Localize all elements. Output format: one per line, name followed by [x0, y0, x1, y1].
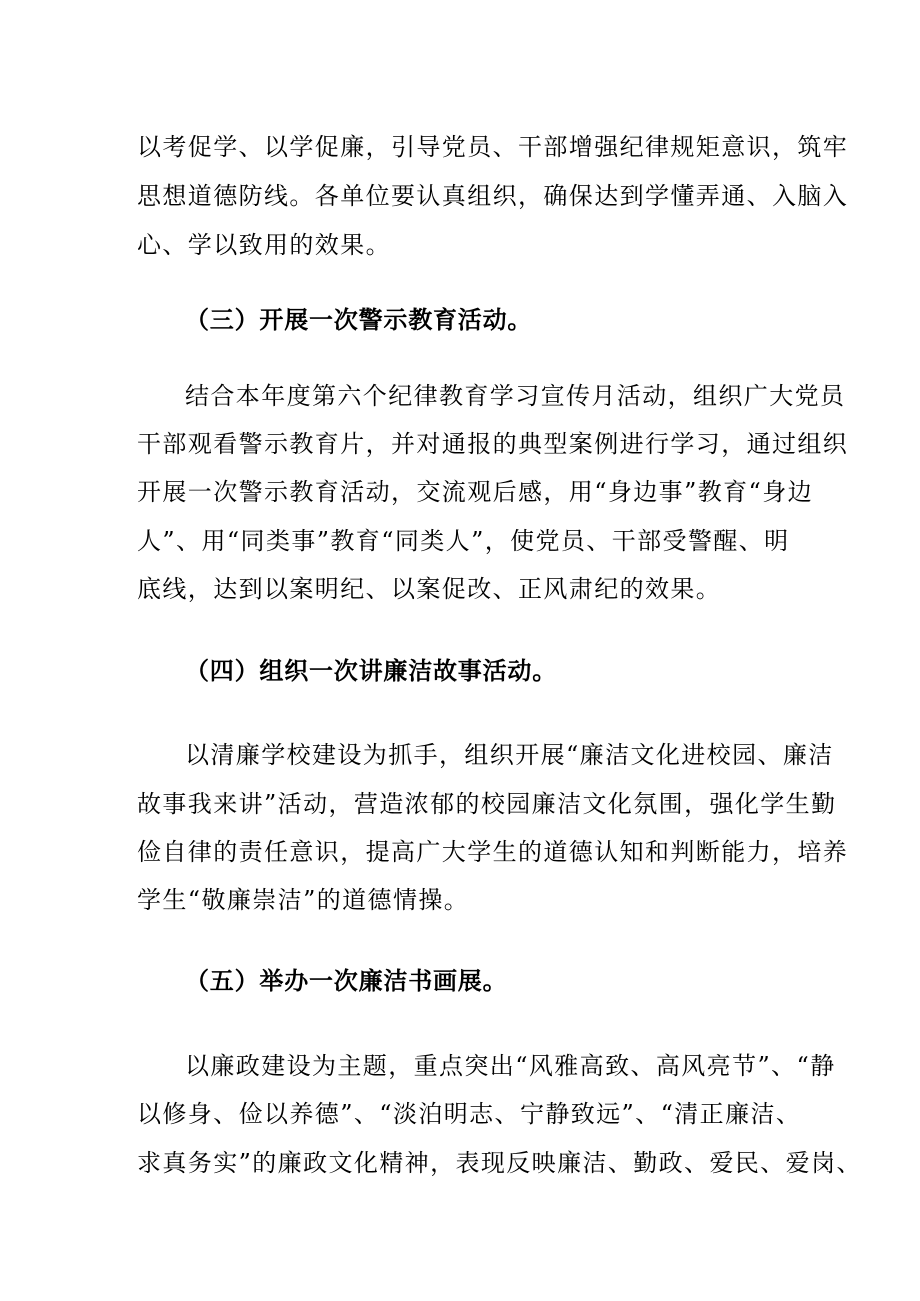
- paragraph-2-line-4: 人”、用“同类事”教育“同类人”，使党员、干部受警醒、明: [137, 527, 790, 555]
- paragraph-4-line-1: 以廉政建设为主题，重点突出“风雅高致、高风亮节”、“静: [185, 1052, 836, 1080]
- paragraph-3-line-3: 俭自律的责任意识，提高广大学生的道德认知和判断能力，培养: [137, 838, 849, 866]
- paragraph-4-line-3: 求真务实”的廉政文化精神，表现反映廉洁、勤政、爱民、爱岗、: [137, 1149, 862, 1177]
- paragraph-3-line-1: 以清廉学校建设为抓手，组织开展“廉洁文化进校园、廉洁: [185, 741, 834, 769]
- paragraph-2-line-2: 干部观看警示教育片，并对通报的典型案例进行学习，通过组织: [137, 430, 849, 458]
- section-heading-3: （三）开展一次警示教育活动。: [185, 306, 533, 334]
- paragraph-2-line-3: 开展一次警示教育活动，交流观后感，用“身边事”教育“身边: [137, 478, 814, 506]
- paragraph-3-line-2: 故事我来讲”活动，营造浓郁的校园廉洁文化氛围，强化学生勤: [137, 790, 837, 818]
- paragraph-1-line-1: 以考促学、以学促廉，引导党员、干部增强纪律规矩意识，筑牢: [137, 133, 849, 161]
- paragraph-2-line-5: 底线，达到以案明纪、以案促改、正风肃纪的效果。: [137, 575, 722, 603]
- section-heading-4: （四）组织一次讲廉洁故事活动。: [185, 657, 557, 685]
- paragraph-3-line-4: 学生“敬廉崇洁”的道德情操。: [137, 886, 470, 914]
- paragraph-1-line-3: 心、学以致用的效果。: [137, 231, 391, 259]
- paragraph-2-line-1: 结合本年度第六个纪律教育学习宣传月活动，组织广大党员: [185, 382, 846, 410]
- section-heading-5: （五）举办一次廉洁书画展。: [185, 967, 508, 995]
- paragraph-4-line-2: 以修身、俭以养德”、“淡泊明志、宁静致远”、“清正廉洁、: [137, 1100, 802, 1128]
- paragraph-1-line-2: 思想道德防线。各单位要认真组织，确保达到学懂弄通、入脑入: [137, 182, 849, 210]
